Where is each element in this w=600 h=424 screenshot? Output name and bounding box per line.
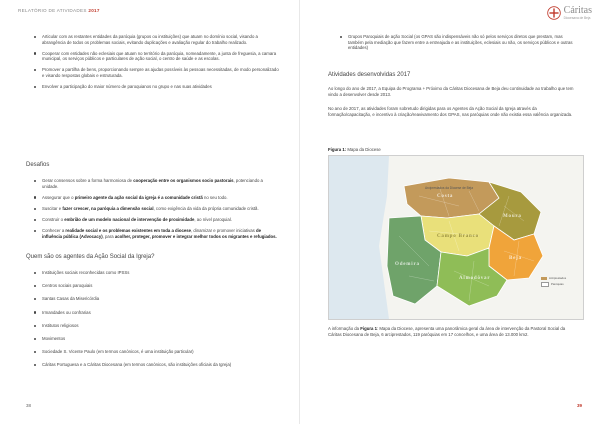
legend-swatch bbox=[541, 282, 549, 287]
legend-swatch bbox=[541, 277, 547, 280]
paragraph: No ano de 2017, as atividades foram sobretudo dirigidas para os Agentes da Ação Social da Igreja através da formação/capacitação, e incentivo à criação/reavivamento dos GPAS, nas paróquias onde não existia essa valência organizada. bbox=[328, 106, 573, 117]
desafios-list bbox=[32, 178, 280, 245]
intro-list bbox=[32, 34, 280, 95]
map-label: Campo Branco bbox=[437, 234, 479, 239]
list-item: Assegurar que o primeiro agente da ação social da igreja é a comunidade cristã no seu todo. bbox=[32, 195, 280, 201]
list-item: Sociedade S. Vicente Paulo (em termos canónicos, é uma instituição particular) bbox=[32, 349, 280, 355]
map-label: Almodôvar bbox=[459, 276, 491, 281]
running-header: RELATÓRIO DE ATIVIDADES 2017 bbox=[18, 8, 100, 13]
figure-summary: A informação da Figura 1: Mapa da Diocese, apresenta uma panorâmica geral da área de intervenção da Pastoral Social da Cáritas Diocesana de Beja, 6 arciprestados, 119 paróquias em 17 concelhos, e uma área de 13.000 km2. bbox=[328, 326, 566, 337]
section-title-atividades: Atividades desenvolvidas 2017 bbox=[328, 72, 411, 78]
list-item: Construir o embrião de um modelo nacional de intervenção de proximidade, ao nível paroquial. bbox=[32, 217, 280, 223]
list-item: Irmandades ou confrarias bbox=[32, 310, 280, 316]
list-item: Suscitar e fazer crescer, na paróquia a dimensão social, como exigência da vida da própria comunidade cristã. bbox=[32, 206, 280, 212]
caritas-logo: Cáritas Diocesana de Beja bbox=[547, 6, 592, 20]
map-label: Odemira bbox=[395, 262, 420, 267]
page-number: 38 bbox=[26, 403, 32, 408]
list-item: Promover a partilha de bens, proporcionando sempre as ajudas possíveis às pessoas necessitadas, de modo personalizado e visando respostas globais e estruturada. bbox=[32, 67, 280, 78]
page-number: 39 bbox=[576, 403, 582, 408]
list-item: Santas Casas da Misericórdia bbox=[32, 296, 280, 302]
map-label: Beja bbox=[509, 256, 522, 261]
cross-flame-icon bbox=[547, 6, 561, 20]
list-item: Grupos Paroquiais de ação Social (os GPAS são indispensáveis não só pelos serviços diretos que prestam, mas também pela mediação que fazem entre a entreajuda e as instituições, eclesiais ou não, os serviços públicos e outras entidades) bbox=[338, 34, 578, 51]
list-item: Envolver a participação do maior número de paroquianos no grupo e nas suas atividades bbox=[32, 84, 280, 90]
section-title-desafios: Desafios bbox=[26, 162, 50, 168]
list-item: Cooperar com entidades não eclesiais que atuam no território da paróquia, nomeadamente, a junta de freguesia, a camara municipal, os serviços públicos e particulares de ação social, o centro de saúde e as escolas. bbox=[32, 51, 280, 62]
list-item: Conhecer a realidade social e os problemas existentes em toda a diocese, dinamizar e promover iniciativas de influência pública (Advocacy), para acolher, proteger, promover e integrar melhor todos os migrantes e refugiados. bbox=[32, 228, 280, 239]
list-item: Articular com as restantes entidades da paróquia (grupos ou instituições) que atuam no domínio social, visando a abrangência de todos os problemas sociais, evitando duplicações e avaliação regular do trabalho realizado. bbox=[32, 34, 280, 45]
list-item: Instituições sociais reconhecidas como IPSSs bbox=[32, 270, 280, 276]
list-item: Movimentos bbox=[32, 336, 280, 342]
intro-list bbox=[338, 34, 578, 56]
list-item: Centros sociais paroquiais bbox=[32, 283, 280, 289]
map-legend: Arciprestados Paróquias bbox=[541, 276, 566, 288]
section-title-agentes: Quem são os agentes da Ação Social da Igreja? bbox=[26, 254, 155, 260]
list-item: Gerar consensos sobre a forma harmoniosa de cooperação entre os organismos socio pastorais, potenciando a unidade. bbox=[32, 178, 280, 189]
list-item: Institutos religiosos bbox=[32, 323, 280, 329]
map-label: Moura bbox=[503, 214, 522, 219]
diocese-map bbox=[328, 155, 584, 320]
agentes-list bbox=[32, 270, 280, 376]
right-page bbox=[300, 0, 600, 424]
map-label: Costa bbox=[437, 194, 454, 199]
paragraph: Ao longo do ano de 2017, a Equipa do Programa + Próximo da Cáritas Diocesana de Beja deu continuidade ao trabalho que tem vindo a desenvolver desde 2013. bbox=[328, 86, 574, 97]
map-title: Arciprestados da Diocese de Beja bbox=[425, 186, 474, 190]
list-item: Cáritas Portuguesa e a Cáritas Diocesana (em termos canónicos, são instituições oficiais da Igreja) bbox=[32, 362, 280, 368]
figure-caption: Figura 1: Mapa da Diocese bbox=[328, 147, 381, 152]
